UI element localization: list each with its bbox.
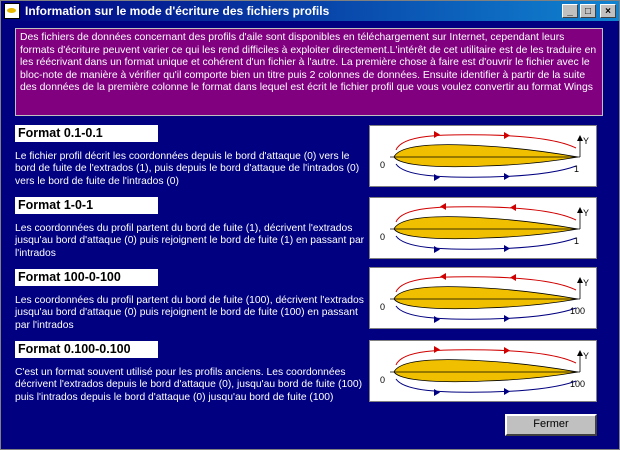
format-diagram-2	[369, 267, 597, 329]
upper-direction-arrow	[434, 346, 440, 353]
format-title-3: Format 0.100-0.100	[15, 341, 158, 358]
upper-direction-arrow	[504, 347, 510, 354]
trailing-edge-label: 100	[570, 306, 586, 316]
trailing-edge-label: 100	[570, 379, 586, 389]
format-title-0: Format 0.1-0.1	[15, 125, 158, 142]
lower-direction-arrow	[504, 245, 510, 252]
lower-direction-arrow	[434, 316, 440, 323]
y-axis-label: Y	[583, 208, 590, 218]
leading-edge-label: 0	[380, 232, 386, 242]
lower-direction-arrow	[504, 388, 510, 395]
close-window-button[interactable]: ×	[600, 4, 616, 18]
app-icon	[4, 3, 20, 19]
lower-direction-arrow	[434, 389, 440, 396]
upper-direction-arrow	[440, 203, 446, 210]
title-bar[interactable]	[1, 1, 619, 21]
close-button[interactable]: Fermer	[505, 414, 597, 436]
upper-direction-arrow	[434, 131, 440, 138]
airfoil-shape	[394, 145, 578, 167]
trailing-edge-label: 1	[574, 164, 580, 174]
y-axis-label: Y	[583, 278, 590, 288]
lower-direction-arrow	[434, 246, 440, 253]
intro-text: Des fichiers de données concernant des profils d'aile sont disponibles en téléchargement sur Internet, cependant leurs formats d'écriture peuvent varier ce qui les rend difficiles à exploiter directement.L'intérêt de cet utilitaire est de les traduire en les réécrivant dans un format unique et cohérent d'un fichier à l'autre. La première chose à faire est d'ouvrir le fichier avec le bloc-note de manière à vérifier qu'il comporte bien un titre puis 2 colonnes de données. Ensuite identifier à partir de la suite des données de la première colonne le format dans lequel est écrit le fichier profil que vous voulez convertir au format Wings	[15, 28, 603, 116]
leading-edge-label: 0	[380, 375, 386, 385]
leading-edge-label: 0	[380, 302, 386, 312]
format-description-1: Les coordonnées du profil partent du bord de fuite (1), décrivent l'extrados jusqu'au bord d'attaque (0) puis rejoignent le bord de fuite (1) en passant par l'intrados	[15, 223, 365, 259]
leading-edge-label: 0	[380, 160, 386, 170]
airfoil-shape	[394, 217, 578, 239]
format-description-3: C'est un format souvent utilisé pour les profils anciens. Les coordonnées décrivent l'extrados depuis le bord d'attaque (0), jusqu'au bord de fuite (100) puis l'intrados depuis le bord d'attaque (0) jusqu'au bord de fuite (100)	[15, 367, 363, 403]
airfoil-shape	[394, 360, 578, 382]
format-title-1: Format 1-0-1	[15, 197, 158, 214]
format-description-2: Les coordonnées du profil partent du bord de fuite (100), décrivent l'extrados jusqu'au bord d'attaque (0) puis rejoignent le bord de fuite (100) en passant par l'intrados	[15, 295, 364, 331]
lower-direction-arrow	[504, 315, 510, 322]
upper-direction-arrow	[440, 273, 446, 280]
y-axis-label: Y	[583, 136, 590, 146]
upper-direction-arrow	[510, 204, 516, 211]
lower-direction-arrow	[434, 174, 440, 181]
format-description-0: Le fichier profil décrit les coordonnées depuis le bord d'attaque (0) vers le bord de fuite de l'extrados (1), puis depuis le bord d'attaque de l'intrados (0) vers le bord de fuite de l'intrados (0)	[15, 151, 360, 187]
format-diagram-0	[369, 125, 597, 187]
maximize-button[interactable]: □	[580, 4, 596, 18]
format-title-2: Format 100-0-100	[15, 269, 158, 286]
format-diagram-1	[369, 197, 597, 259]
airfoil-shape	[394, 287, 578, 309]
trailing-edge-label: 1	[574, 236, 580, 246]
y-axis-label: Y	[583, 351, 590, 361]
minimize-button[interactable]: _	[562, 4, 578, 18]
upper-direction-arrow	[510, 274, 516, 281]
lower-direction-arrow	[504, 173, 510, 180]
upper-direction-arrow	[504, 132, 510, 139]
window-title: Information sur le mode d'écriture des fichiers profils	[25, 4, 330, 18]
format-diagram-3	[369, 340, 597, 402]
